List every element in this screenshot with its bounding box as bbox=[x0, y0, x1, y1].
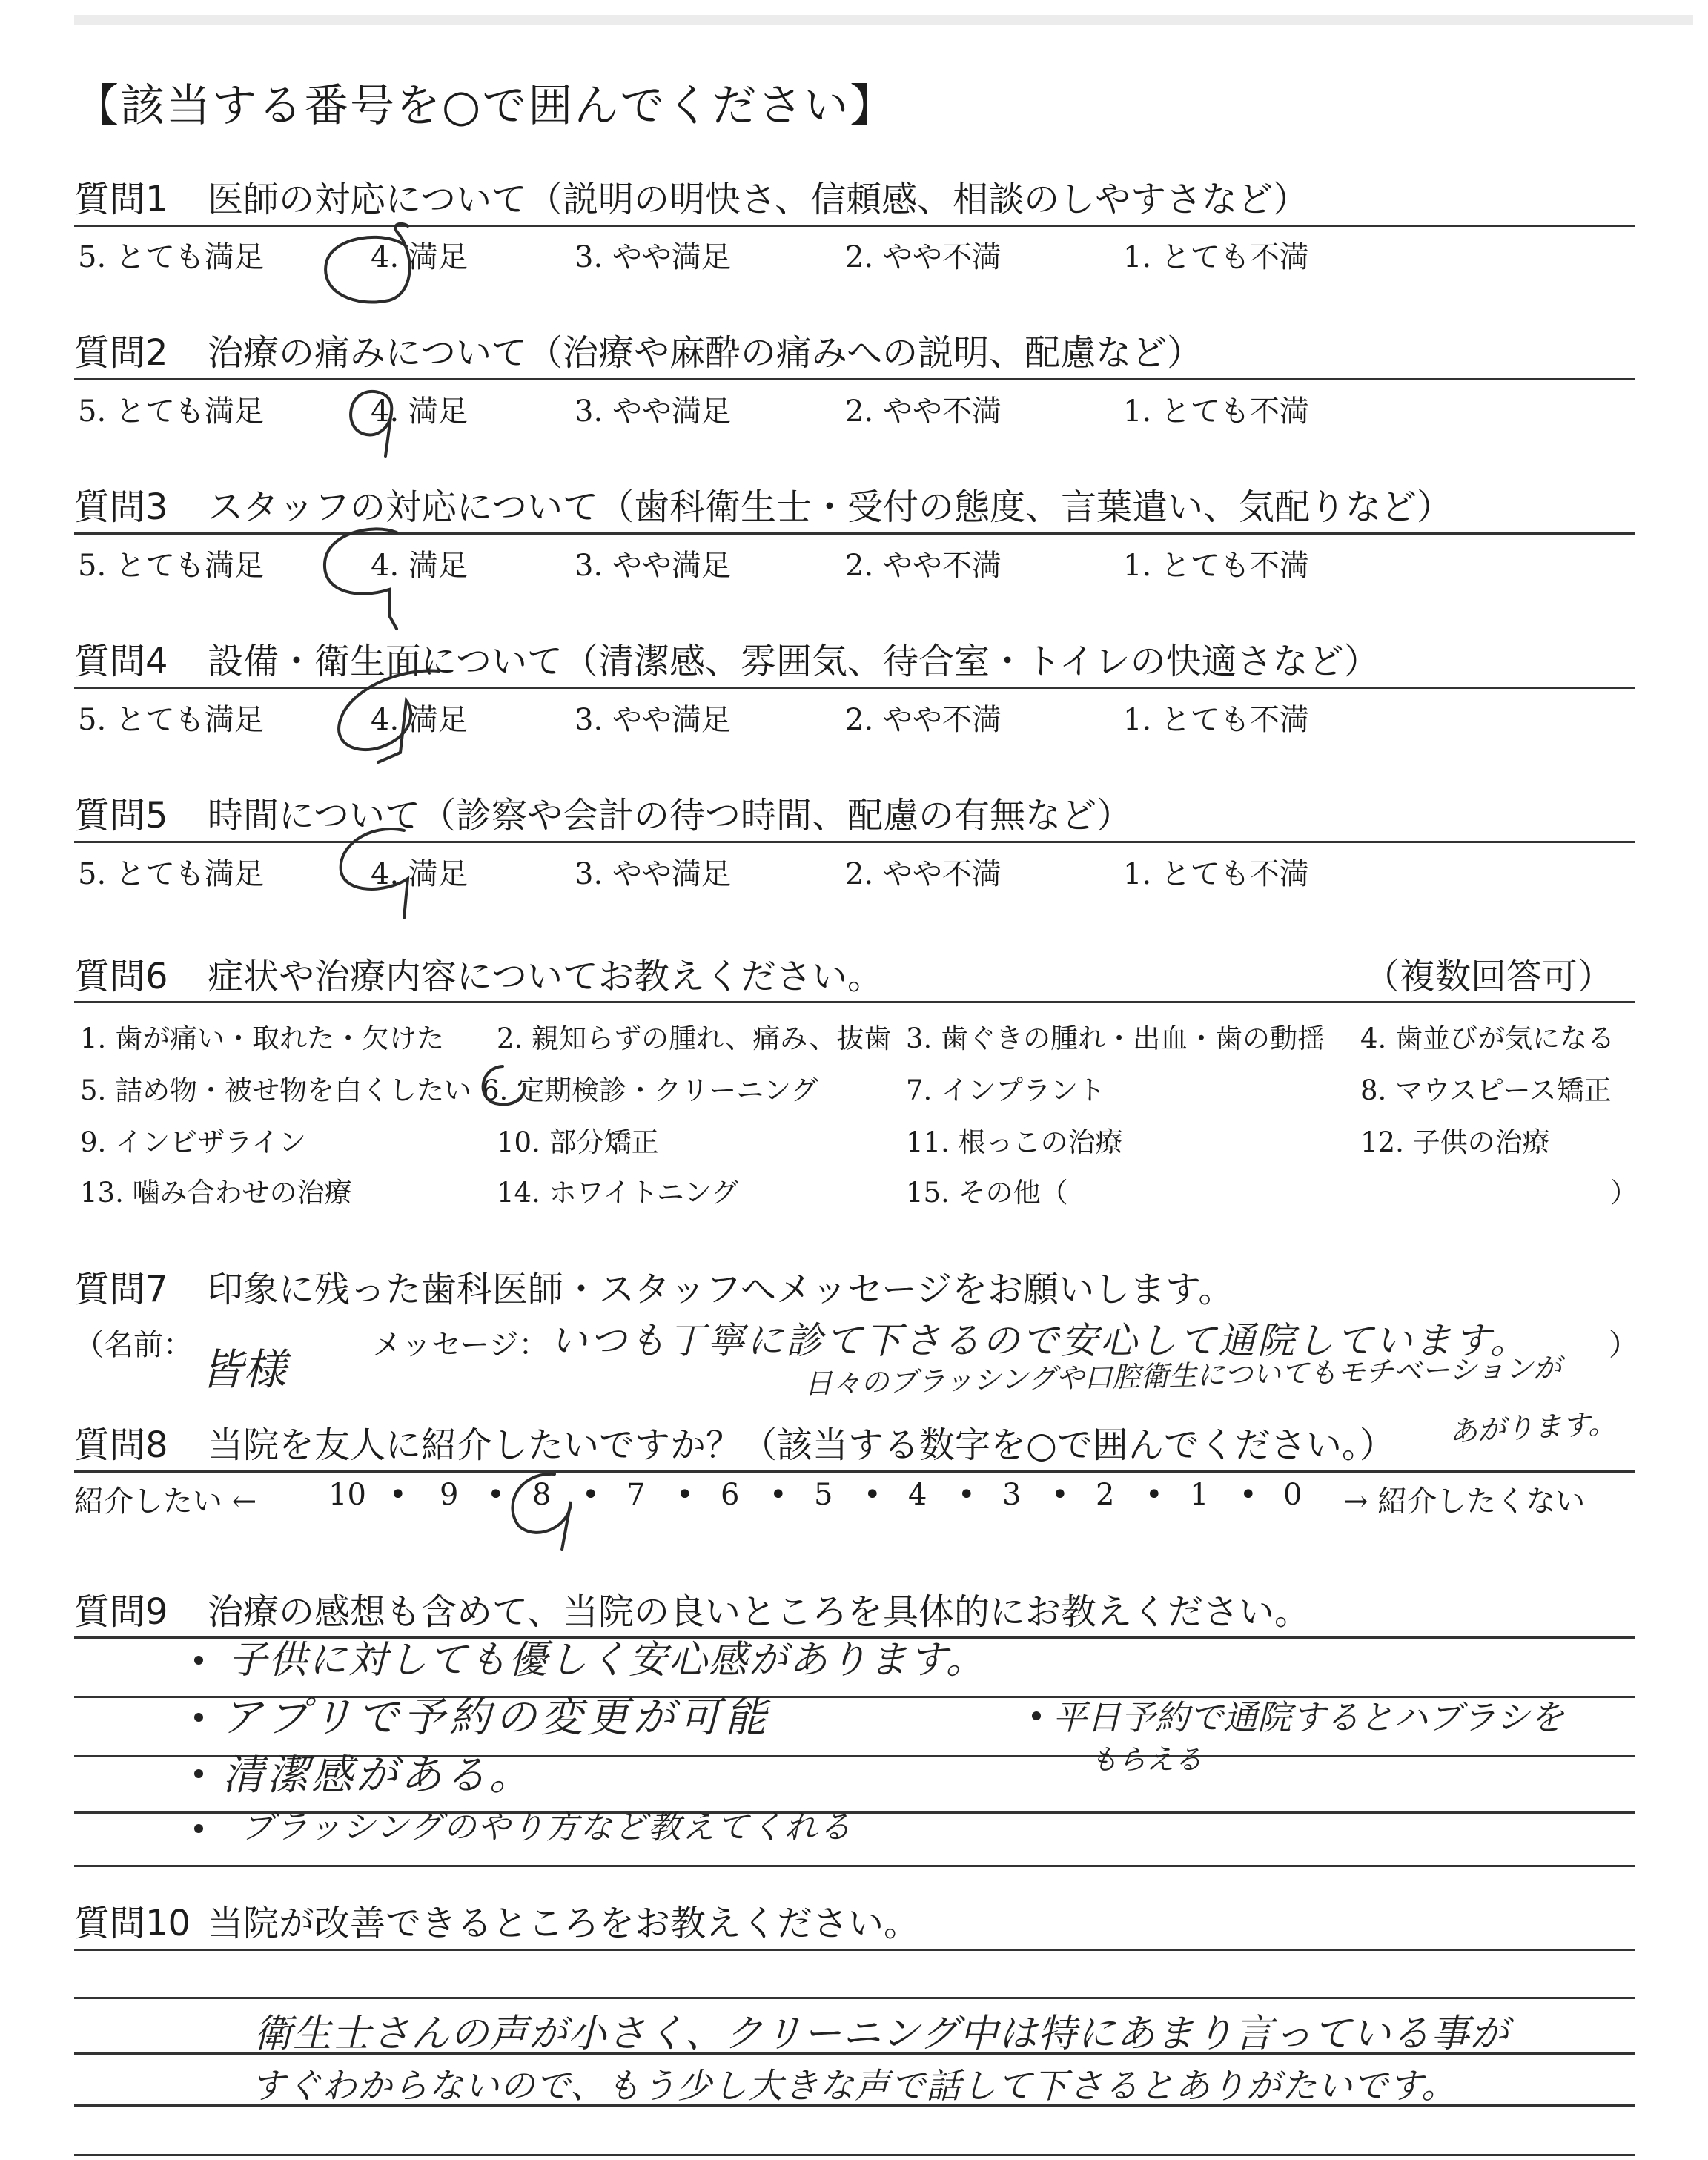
rating-option[interactable]: 5. とても満足 bbox=[78, 857, 264, 891]
question-3: 質問3 スタッフの対応について（歯科衛生士・受付の態度、言葉遣い、気配りなど） bbox=[74, 486, 1453, 528]
scale-number[interactable]: 7 bbox=[626, 1478, 646, 1512]
answer-line bbox=[74, 1997, 1635, 1999]
rating-option[interactable]: 4. 満足 bbox=[371, 857, 468, 891]
rating-option[interactable]: 1. とても不満 bbox=[1123, 394, 1309, 429]
scale-dot: • bbox=[1145, 1478, 1163, 1512]
q6-option[interactable]: 11. 根っこの治療 bbox=[906, 1126, 1123, 1158]
rating-option[interactable]: 4. 満足 bbox=[371, 703, 468, 737]
rating-option[interactable]: 4. 満足 bbox=[371, 394, 468, 429]
answer-line bbox=[74, 1949, 1635, 1951]
rule bbox=[74, 378, 1635, 380]
q6-option[interactable]: 2. 親知らずの腫れ、痛み、抜歯 bbox=[497, 1023, 892, 1054]
handwritten-message: あがります。 bbox=[1449, 1407, 1617, 1448]
rating-option[interactable]: 3. やや満足 bbox=[575, 703, 731, 737]
top-edge bbox=[74, 15, 1693, 25]
rating-option[interactable]: 3. やや満足 bbox=[575, 394, 731, 429]
scale-number[interactable]: 6 bbox=[721, 1478, 740, 1512]
q6-option[interactable]: 5. 詰め物・被せ物を白くしたい bbox=[80, 1074, 472, 1106]
q6-option[interactable]: 1. 歯が痛い・取れた・欠けた bbox=[80, 1023, 445, 1054]
rating-option[interactable]: 4. 満足 bbox=[371, 549, 468, 583]
rating-option[interactable]: 2. やや不満 bbox=[845, 703, 1002, 737]
handwritten-answer: 衛生士さんの声が小さく、クリーニング中は特にあまり言っている事が bbox=[254, 2012, 1509, 2056]
recommend-right-label: → 紹介したくない bbox=[1343, 1484, 1586, 1519]
rating-option[interactable]: 1. とても不満 bbox=[1123, 703, 1309, 737]
question-8: 質問8 当院を友人に紹介したいですか？（該当する数字を○で囲んでください。） bbox=[74, 1424, 1395, 1466]
scale-dot: • bbox=[389, 1478, 407, 1512]
rule bbox=[74, 1001, 1635, 1003]
scale-number[interactable]: 8 bbox=[532, 1478, 552, 1512]
q6-option[interactable]: 14. ホワイトニング bbox=[497, 1177, 739, 1209]
handwritten-answer: 清潔感がある。 bbox=[222, 1751, 534, 1800]
scale-dot: • bbox=[958, 1478, 976, 1512]
scale-dot: • bbox=[769, 1478, 787, 1512]
message-label: メッセージ： bbox=[372, 1328, 549, 1362]
answer-line bbox=[74, 1865, 1635, 1867]
question-2: 質問2 治療の痛みについて（治療や麻酔の痛みへの説明、配慮など） bbox=[74, 332, 1203, 374]
scale-number[interactable]: 10 bbox=[328, 1478, 366, 1512]
rating-option[interactable]: 5. とても満足 bbox=[78, 394, 264, 429]
q6-option[interactable]: 7. インプラント bbox=[906, 1074, 1106, 1106]
q6-option[interactable]: 8. マウスピース矯正 bbox=[1360, 1074, 1612, 1106]
scale-number[interactable]: 0 bbox=[1283, 1478, 1302, 1512]
rating-option[interactable]: 2. やや不満 bbox=[845, 549, 1002, 583]
handwritten-answer: 平日予約で通院するとハブラシを bbox=[1053, 1697, 1564, 1737]
rating-option[interactable]: 2. やや不満 bbox=[845, 394, 1002, 429]
q6-option[interactable]: 12. 子供の治療 bbox=[1360, 1126, 1550, 1158]
scale-number[interactable]: 5 bbox=[814, 1478, 833, 1512]
bullet bbox=[194, 1713, 203, 1722]
question-5: 質問5 時間について（診察や会計の待つ時間、配慮の有無など） bbox=[74, 795, 1133, 836]
q6-option[interactable]: 4. 歯並びが気になる bbox=[1360, 1023, 1615, 1054]
rating-option[interactable]: 1. とても不満 bbox=[1123, 549, 1309, 583]
handwritten-message: いつも丁寧に診て下さるので安心して通院しています。 bbox=[550, 1319, 1529, 1362]
bullet bbox=[1032, 1711, 1041, 1720]
rating-option[interactable]: 5. とても満足 bbox=[78, 703, 264, 737]
scale-number[interactable]: 2 bbox=[1096, 1478, 1115, 1512]
scale-dot: • bbox=[487, 1478, 505, 1512]
scale-number[interactable]: 4 bbox=[908, 1478, 927, 1512]
q6-option[interactable]: 15. その他（ bbox=[906, 1177, 1068, 1209]
question-4: 質問4 設備・衛生面について（清潔感、雰囲気、待合室・トイレの快適さなど） bbox=[74, 641, 1380, 682]
rule bbox=[74, 841, 1635, 843]
q6-option[interactable]: 13. 噛み合わせの治療 bbox=[80, 1177, 352, 1209]
scale-dot: • bbox=[1051, 1478, 1069, 1512]
handwritten-name: 皆様 bbox=[200, 1344, 287, 1395]
rating-option[interactable]: 2. やや不満 bbox=[845, 240, 1002, 274]
rule bbox=[74, 1470, 1635, 1473]
recommend-left-label: 紹介したい ← bbox=[74, 1484, 257, 1519]
rating-option[interactable]: 3. やや満足 bbox=[575, 549, 731, 583]
scale-dot: • bbox=[582, 1478, 600, 1512]
question-1: 質問1 医師の対応について（説明の明快さ、信頼感、相談のしやすさなど） bbox=[74, 179, 1309, 220]
rule bbox=[74, 687, 1635, 689]
scale-number[interactable]: 9 bbox=[440, 1478, 459, 1512]
handwritten-answer: もらえる bbox=[1090, 1743, 1203, 1776]
scale-dot: • bbox=[1239, 1478, 1257, 1512]
question-10: 質問10 当院が改善できるところをお教えください。 bbox=[74, 1903, 920, 1944]
name-label: （名前： bbox=[74, 1328, 193, 1362]
q6-option[interactable]: 10. 部分矯正 bbox=[497, 1126, 659, 1158]
rating-option[interactable]: 1. とても不満 bbox=[1123, 857, 1309, 891]
q6-option[interactable]: 6. 定期検診・クリーニング bbox=[482, 1074, 818, 1106]
scale-number[interactable]: 3 bbox=[1002, 1478, 1022, 1512]
handwritten-answer: 子供に対しても優しく安心感があります。 bbox=[228, 1638, 986, 1682]
form-title: 【該当する番号を○で囲んでください】 bbox=[74, 80, 896, 132]
rating-option[interactable]: 4. 満足 bbox=[371, 240, 468, 274]
handwritten-message: 日々のブラッシングや口腔衛生についてもモチベーションが bbox=[804, 1351, 1562, 1400]
bullet bbox=[194, 1656, 203, 1665]
question-9: 質問9 治療の感想も含めて、当院の良いところを具体的にお教えください。 bbox=[74, 1591, 1311, 1633]
multiple-answer-note: （複数回答可） bbox=[1364, 956, 1614, 997]
q6-option[interactable]: 3. 歯ぐきの腫れ・出血・歯の動揺 bbox=[906, 1023, 1325, 1054]
rating-option[interactable]: 5. とても満足 bbox=[78, 549, 264, 583]
question-6: 質問6 症状や治療内容についてお教えください。 bbox=[74, 956, 884, 997]
rating-option[interactable]: 3. やや満足 bbox=[575, 857, 731, 891]
rating-option[interactable]: 3. やや満足 bbox=[575, 240, 731, 274]
scale-dot: • bbox=[864, 1478, 881, 1512]
rating-option[interactable]: 1. とても不満 bbox=[1123, 240, 1309, 274]
bullet bbox=[194, 1824, 203, 1833]
rule bbox=[74, 225, 1635, 227]
bullet bbox=[194, 1769, 203, 1778]
scale-number[interactable]: 1 bbox=[1190, 1478, 1209, 1512]
close-paren: ） bbox=[1610, 1177, 1638, 1209]
close-paren: ） bbox=[1609, 1328, 1638, 1362]
handwritten-answer: すぐわからないので、もう少し大きな声で話して下さるとありがたいです。 bbox=[251, 2066, 1457, 2107]
handwritten-answer: ブラッシングのやり方など教えてくれる bbox=[241, 1809, 853, 1846]
scale-dot: • bbox=[676, 1478, 694, 1512]
answer-line bbox=[74, 2154, 1635, 2156]
handwritten-answer: アプリで予約の変更が可能 bbox=[221, 1694, 771, 1742]
question-7: 質問7 印象に残った歯科医師・スタッフへメッセージをお願いします。 bbox=[74, 1269, 1234, 1310]
rating-option[interactable]: 2. やや不満 bbox=[845, 857, 1002, 891]
q6-option[interactable]: 9. インビザライン bbox=[80, 1126, 306, 1158]
rating-option[interactable]: 5. とても満足 bbox=[78, 240, 264, 274]
rule bbox=[74, 532, 1635, 535]
